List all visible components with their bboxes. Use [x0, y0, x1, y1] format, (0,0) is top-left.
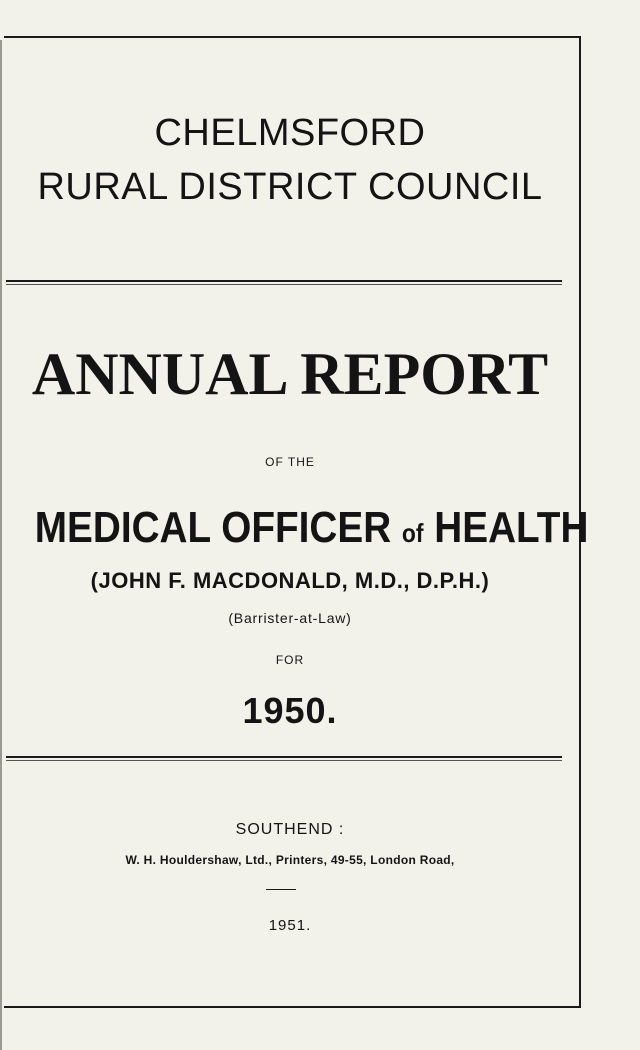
imprint-printers: W. H. Houldershaw, Ltd., Printers, 49-55, London Road, — [125, 853, 455, 867]
council-name-line-2: RURAL DISTRICT COUNCIL — [37, 166, 543, 208]
officer-qualification: (Barrister-at-Law) — [228, 610, 352, 626]
short-divider-rule — [266, 889, 296, 890]
imprint-place: SOUTHEND : — [235, 821, 345, 838]
report-year: 1950. — [242, 690, 338, 731]
council-name-line-1: CHELMSFORD — [154, 112, 426, 154]
for-label: FOR — [275, 653, 305, 667]
top-divider-rule — [6, 280, 562, 285]
officer-title — [34, 503, 589, 553]
officer-title-part-2: HEALTH — [423, 503, 589, 552]
imprint-year: 1951. — [268, 917, 312, 934]
officer-title-part-1: MEDICAL OFFICER — [34, 503, 402, 552]
bottom-divider-rule — [6, 756, 562, 761]
officer-title-of: of — [401, 518, 424, 548]
officer-name: (JOHN F. MACDONALD, M.D., D.P.H.) — [90, 568, 490, 593]
report-title: ANNUAL REPORT — [31, 341, 549, 407]
of-the-label: OF THE — [265, 455, 315, 469]
